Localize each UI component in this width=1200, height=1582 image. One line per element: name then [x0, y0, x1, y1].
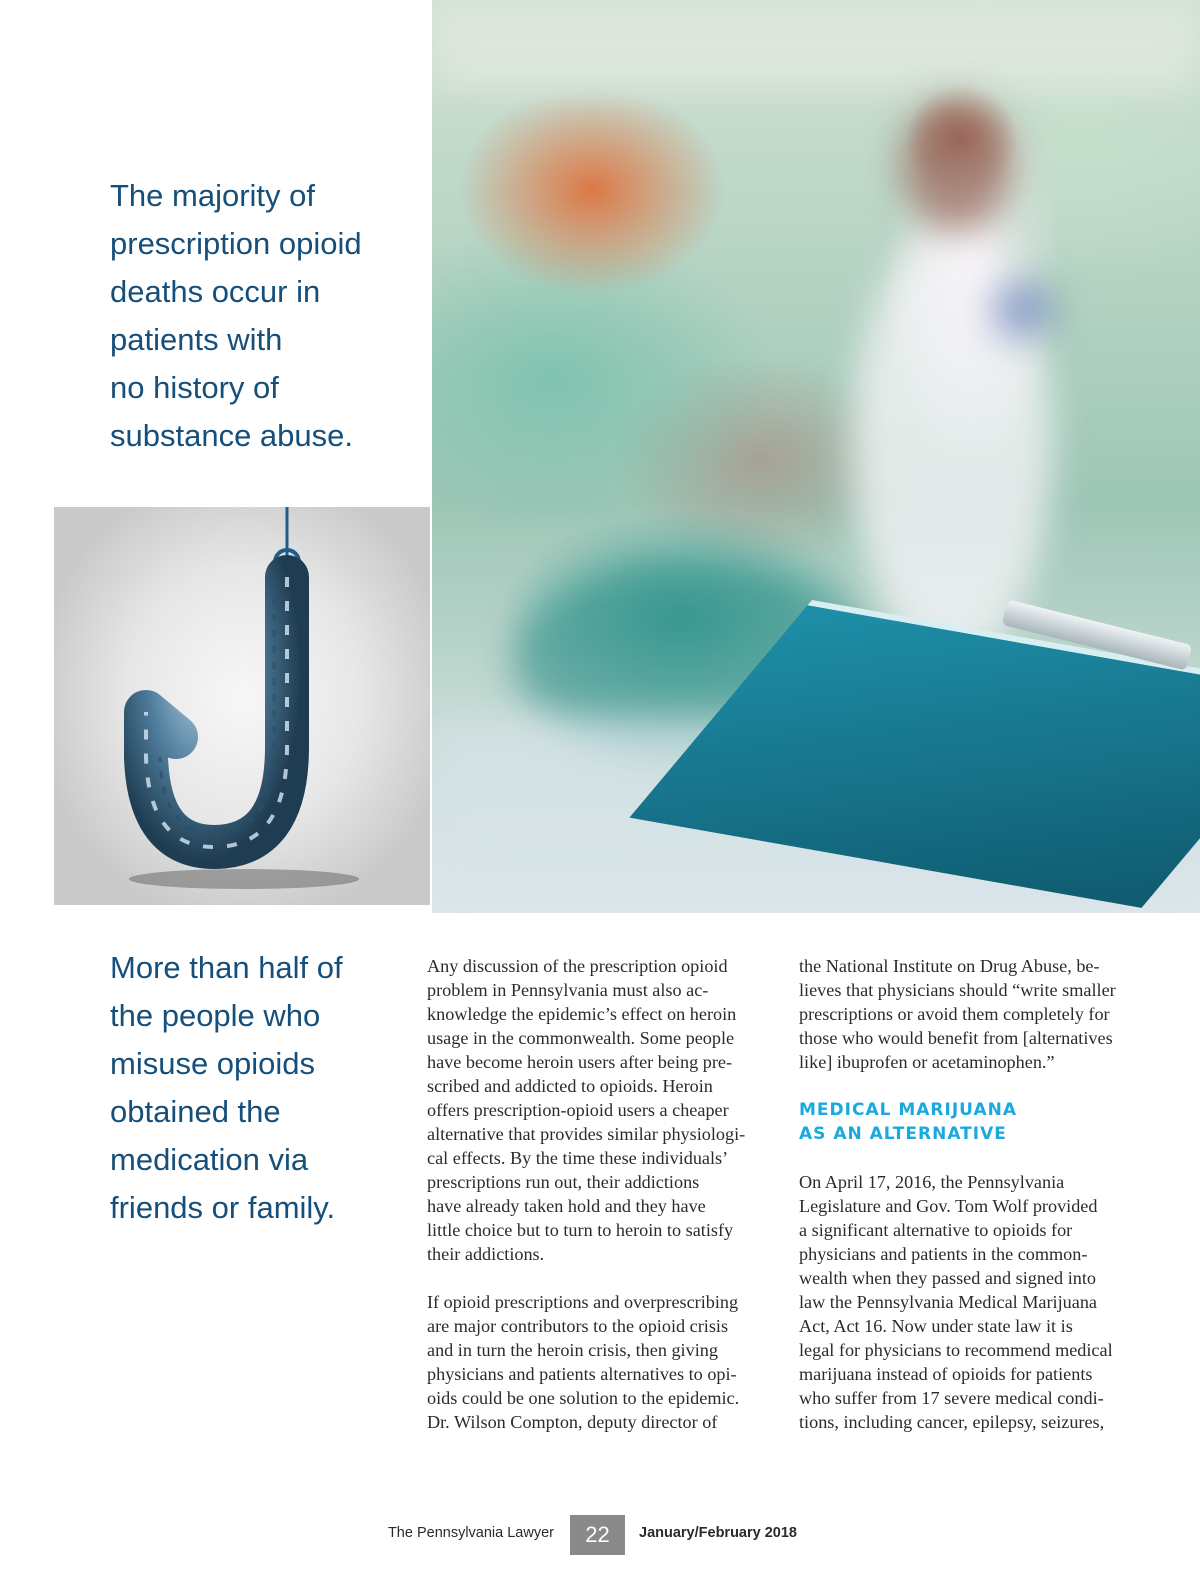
paragraph: If opioid prescriptions and overprescribing are major contributors to the opioid crisis and in turn the heroin crisis, then giving physicians and patients alternatives to opi- oids could be one solution to the epidemic. Dr. Wilson Compton, deputy director of: [427, 1292, 740, 1432]
page-number: 22: [570, 1515, 625, 1555]
pill-fishhook-illustration: [54, 507, 430, 905]
paragraph: Any discussion of the prescription opioid problem in Pennsylvania must also ac- knowledge the epidemic’s effect on heroin usage in the commonwealth. Some people have become heroin users after being pre- scribed and addicted to opioids. Heroin offers prescription-opioid users a cheaper alternative that provides similar physiologi- cal effects. By the time these individuals’ prescriptions run out, their addictions have already taken hold and they have little choice but to turn to heroin to satisfy their addictions.: [427, 956, 746, 1264]
fishhook-graphic: [54, 507, 430, 905]
article-column-2: [799, 954, 1144, 1458]
issue-date: January/February 2018: [639, 1525, 797, 1541]
paragraph: the National Institute on Drug Abuse, be- lieves that physicians should “write smaller prescriptions or avoid them completely for those who would benefit from [alternatives like] ibuprofen or acetaminophen.”: [799, 956, 1116, 1072]
article-column-1: [427, 954, 772, 1458]
pharmacy-photo: [432, 0, 1200, 913]
section-subhead: MEDICAL MARIJUANA AS AN ALTERNATIVE: [799, 1100, 1017, 1144]
page-footer: [0, 1515, 1200, 1555]
paragraph: On April 17, 2016, the Pennsylvania Legislature and Gov. Tom Wolf provided a significant alternative to opioids for physicians and patients in the common- wealth when they passed and signed into law the Pennsylvania Medical Marijuana Act, Act 16. Now under state law it is legal for physicians to recommend medical marijuana instead of opioids for patients who suffer from 17 severe medical condi- tions, including cancer, epilepsy, seizures,: [799, 1172, 1113, 1432]
pullquote-top: The majority of prescription opioid deaths occur in patients with no history of substance abuse.: [110, 178, 362, 453]
publication-name: The Pennsylvania Lawyer: [387, 1525, 554, 1541]
pullquote-bottom: More than half of the people who misuse opioids obtained the medication via friends or family.: [110, 950, 343, 1225]
